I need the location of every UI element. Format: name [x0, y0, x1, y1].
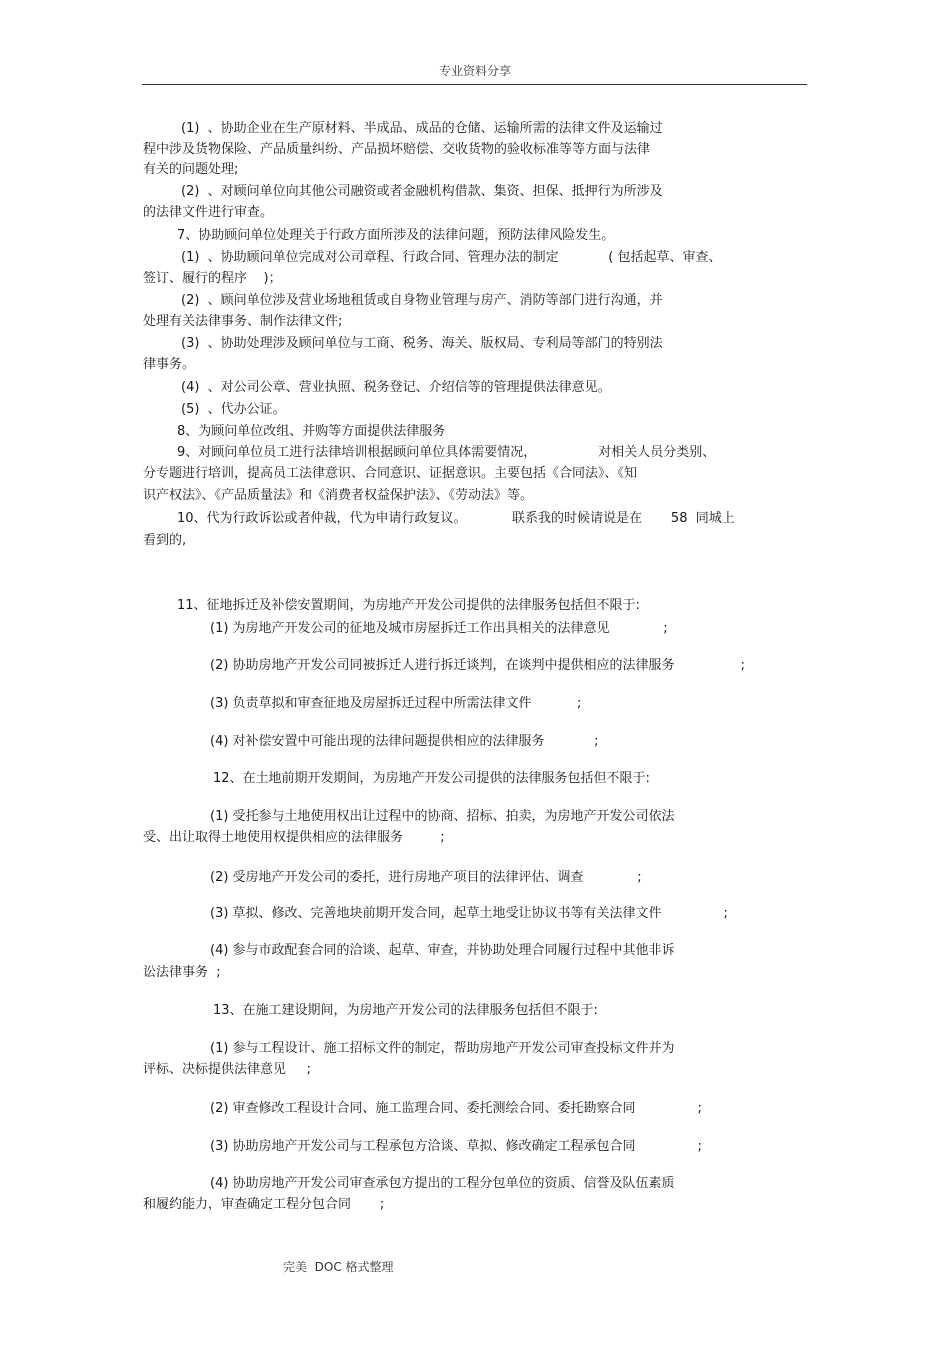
text-line: 7、协助顾问单位处理关于行政方面所涉及的法律问题，预防法律风险发生。	[177, 228, 615, 243]
text-line: (1) 、协助顾问单位完成对公司章程、行政合同、管理办法的制定 ( 包括起草、审查、	[181, 250, 722, 265]
text-line: (3) 、协助处理涉及顾问单位与工商、税务、海关、版权局、专利局等部门的特别法	[181, 336, 663, 351]
text-line: 12、在土地前期开发期间，为房地产开发公司提供的法律服务包括但不限于:	[213, 771, 650, 786]
text-line: (2) 、顾问单位涉及营业场地租赁或自身物业管理与房产、消防等部门进行沟通，并	[181, 293, 663, 308]
text-line: (4) 、对公司公章、营业执照、税务登记、介绍信等的管理提供法律意见。	[181, 380, 611, 395]
text-line: 分专题进行培训，提高员工法律意识、合同意识、证据意识。主要包括《合同法》、《知	[143, 466, 638, 481]
text-line: (5) 、代办公证。	[181, 402, 286, 417]
text-line: (4) 参与市政配套合同的洽谈、起草、审查，并协助处理合同履行过程中其他非诉	[210, 943, 675, 958]
page-header: 专业资料分享	[438, 64, 511, 78]
text-line: (1) 参与工程设计、施工招标文件的制定，帮助房地产开发公司审查投标文件并为	[210, 1041, 675, 1056]
text-line: 评标、决标提供法律意见 ;	[143, 1062, 312, 1077]
text-line: 看到的,	[143, 533, 187, 548]
text-line: (1) 为房地产开发公司的征地及城市房屋拆迁工作出具相关的法律意见 ;	[210, 621, 668, 636]
text-line: 8、为顾问单位改组、并购等方面提供法律服务	[177, 424, 446, 439]
text-line: (2) 受房地产开发公司的委托，进行房地产项目的法律评估、调查 ;	[210, 870, 642, 885]
text-line: 的法律文件进行审查。	[143, 205, 274, 220]
text-line: 13、在施工建设期间，为房地产开发公司的法律服务包括但不限于:	[213, 1003, 598, 1018]
text-line: 识产权法》、《产品质量法》和《消费者权益保护法》、《劳动法》等。	[143, 488, 534, 503]
text-line: (2) 协助房地产开发公司同被拆迁人进行拆迁谈判，在谈判中提供相应的法律服务 ;	[210, 658, 746, 673]
header-rule	[142, 84, 807, 85]
text-line: 律事务。	[143, 357, 196, 372]
text-line: 程中涉及货物保险、产品质量纠纷、产品损坏赔偿、交收货物的验收标准等等方面与法律	[143, 142, 651, 157]
text-line: 受、出让取得土地使用权提供相应的法律服务 ;	[143, 830, 445, 845]
text-line: (2) 、对顾问单位向其他公司融资或者金融机构借款、集资、担保、抵押行为所涉及	[181, 184, 663, 199]
text-line: 10、代为行政诉讼或者仲裁，代为申请行政复议。 联系我的时候请说是在 58 同城上	[177, 511, 735, 526]
text-line: 讼法律事务 ;	[143, 965, 221, 980]
text-line: (1) 受托参与土地使用权出让过程中的协商、招标、拍卖，为房地产开发公司依法	[210, 809, 675, 824]
page-footer: 完美 DOC 格式整理	[283, 1260, 394, 1274]
text-line: 11、征地拆迁及补偿安置期间，为房地产开发公司提供的法律服务包括但不限于:	[177, 598, 640, 613]
text-line: (3) 草拟、修改、完善地块前期开发合同，起草土地受让协议书等有关法律文件 ;	[210, 906, 728, 921]
text-line: 签订、履行的程序 )；	[143, 271, 282, 286]
text-line: (4) 对补偿安置中可能出现的法律问题提供相应的法律服务 ;	[210, 734, 599, 749]
text-line: (3) 负责草拟和审查征地及房屋拆迁过程中所需法律文件 ;	[210, 696, 582, 711]
text-line: (2) 审查修改工程设计合同、施工监理合同、委托测绘合同、委托勘察合同 ;	[210, 1101, 702, 1116]
text-line: 处理有关法律事务、制作法律文件;	[143, 314, 343, 329]
text-line: 9、对顾问单位员工进行法律培训根据顾问单位具体需要情况， 对相关人员分类别、	[177, 445, 716, 460]
text-line: 和履约能力，审查确定工程分包合同 ;	[143, 1197, 385, 1212]
text-line: (1) 、协助企业在生产原材料、半成品、成品的仓储、运输所需的法律文件及运输过	[181, 121, 663, 136]
text-line: (3) 协助房地产开发公司与工程承包方洽谈、草拟、修改确定工程承包合同 ;	[210, 1139, 702, 1154]
text-line: 有关的问题处理;	[143, 162, 239, 177]
text-line: (4) 协助房地产开发公司审查承包方提出的工程分包单位的资质、信誉及队伍素质	[210, 1176, 675, 1191]
